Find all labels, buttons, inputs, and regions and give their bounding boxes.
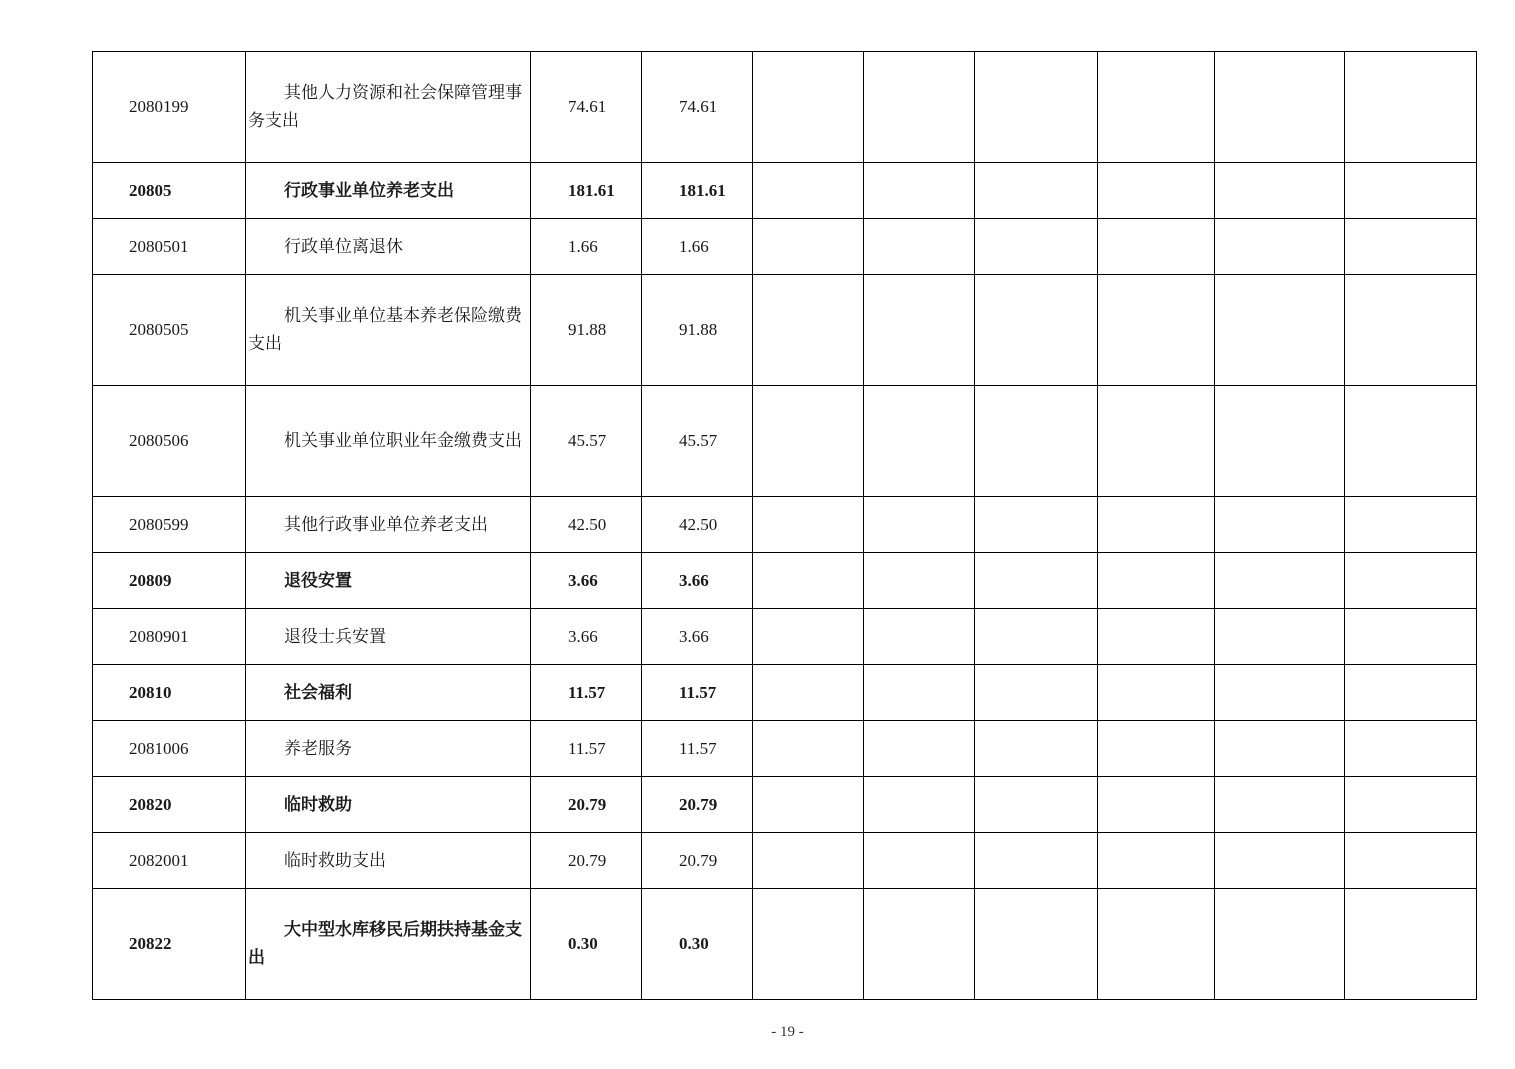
total-amount-cell: 3.66 [531,553,642,609]
subject-name-text: 其他行政事业单位养老支出 [284,514,488,534]
basic-expense-cell: 20.79 [642,833,753,889]
subject-name-text: 社会福利 [284,682,352,702]
total-amount-cell: 20.79 [531,777,642,833]
empty-cell [753,52,864,163]
empty-cell [1098,219,1215,275]
subject-name-text: 机关事业单位职业年金缴费支出 [284,431,522,450]
empty-cell [1215,497,1345,553]
table-row [93,52,1477,163]
empty-cell [1345,386,1477,497]
basic-expense-cell: 181.61 [642,163,753,219]
subject-name-cell [246,497,531,553]
empty-cell [753,386,864,497]
subject-name-cell [246,386,531,497]
empty-cell [1345,163,1477,219]
empty-cell [864,163,975,219]
basic-expense-cell: 11.57 [642,721,753,777]
empty-cell [864,52,975,163]
subject-name-cell [246,665,531,721]
basic-expense-cell: 45.57 [642,386,753,497]
subject-code-cell: 2080506 [93,386,246,497]
empty-cell [1215,777,1345,833]
empty-cell [1098,721,1215,777]
table-row [93,609,1477,665]
empty-cell [1345,609,1477,665]
subject-code-cell: 20822 [93,889,246,1000]
empty-cell [1098,889,1215,1000]
empty-cell [864,497,975,553]
empty-cell [753,665,864,721]
empty-cell [864,386,975,497]
subject-code-cell: 2080599 [93,497,246,553]
subject-name-cell [246,52,531,163]
empty-cell [864,275,975,386]
subject-code-cell: 2080199 [93,52,246,163]
subject-name-text: 退役士兵安置 [284,626,386,646]
empty-cell [864,609,975,665]
empty-cell [1215,889,1345,1000]
empty-cell [753,219,864,275]
empty-cell [1098,665,1215,721]
empty-cell [1345,833,1477,889]
empty-cell [864,777,975,833]
total-amount-cell: 11.57 [531,665,642,721]
total-amount-cell: 181.61 [531,163,642,219]
empty-cell [1345,275,1477,386]
total-amount-cell: 20.79 [531,833,642,889]
empty-cell [1215,386,1345,497]
basic-expense-cell: 91.88 [642,275,753,386]
empty-cell [1215,665,1345,721]
empty-cell [1098,833,1215,889]
subject-code-cell: 2082001 [93,833,246,889]
empty-cell [1345,219,1477,275]
empty-cell [1215,275,1345,386]
basic-expense-cell: 11.57 [642,665,753,721]
subject-name-text: 临时救助支出 [284,850,386,870]
empty-cell [753,553,864,609]
empty-cell [864,553,975,609]
empty-cell [1345,665,1477,721]
empty-cell [975,665,1098,721]
empty-cell [864,833,975,889]
subject-name-text: 机关事业单位基本养老保险缴费支出 [248,306,522,353]
empty-cell [975,553,1098,609]
empty-cell [1345,52,1477,163]
subject-name-text: 行政单位离退休 [284,236,403,256]
subject-name-cell [246,163,531,219]
budget-table [92,51,1477,1000]
subject-name-cell [246,609,531,665]
empty-cell [753,721,864,777]
subject-name-text: 临时救助 [284,794,352,814]
empty-cell [753,275,864,386]
subject-code-cell: 20810 [93,665,246,721]
empty-cell [1098,553,1215,609]
empty-cell [753,889,864,1000]
basic-expense-cell: 20.79 [642,777,753,833]
basic-expense-cell: 1.66 [642,219,753,275]
total-amount-cell: 0.30 [531,889,642,1000]
table-row [93,219,1477,275]
subject-name-cell [246,721,531,777]
empty-cell [753,777,864,833]
total-amount-cell: 3.66 [531,609,642,665]
total-amount-cell: 91.88 [531,275,642,386]
empty-cell [975,52,1098,163]
empty-cell [975,497,1098,553]
total-amount-cell: 11.57 [531,721,642,777]
subject-name-cell [246,553,531,609]
empty-cell [1215,721,1345,777]
table-row [93,275,1477,386]
empty-cell [1215,163,1345,219]
total-amount-cell: 42.50 [531,497,642,553]
table-row [93,497,1477,553]
subject-name-text: 其他人力资源和社会保障管理事务支出 [248,83,522,130]
table-row [93,163,1477,219]
empty-cell [1345,777,1477,833]
empty-cell [975,609,1098,665]
subject-name-text: 养老服务 [284,738,352,758]
empty-cell [864,665,975,721]
subject-code-cell: 2080901 [93,609,246,665]
table-row [93,889,1477,1000]
empty-cell [864,721,975,777]
subject-code-cell: 2081006 [93,721,246,777]
subject-code-cell: 20809 [93,553,246,609]
table-row [93,386,1477,497]
basic-expense-cell: 3.66 [642,553,753,609]
subject-code-cell: 2080505 [93,275,246,386]
empty-cell [975,163,1098,219]
basic-expense-cell: 0.30 [642,889,753,1000]
empty-cell [1215,833,1345,889]
total-amount-cell: 45.57 [531,386,642,497]
subject-name-text: 行政事业单位养老支出 [284,180,454,200]
empty-cell [1215,553,1345,609]
subject-code-cell: 20805 [93,163,246,219]
subject-name-text: 退役安置 [284,570,352,590]
total-amount-cell: 74.61 [531,52,642,163]
subject-name-cell [246,275,531,386]
table-row [93,833,1477,889]
subject-name-cell [246,889,531,1000]
empty-cell [1345,497,1477,553]
empty-cell [1098,609,1215,665]
subject-code-cell: 20820 [93,777,246,833]
empty-cell [753,609,864,665]
empty-cell [1345,889,1477,1000]
table-row [93,721,1477,777]
page-number: - 19 - [771,1024,804,1040]
subject-code-cell: 2080501 [93,219,246,275]
subject-name-cell [246,777,531,833]
empty-cell [975,833,1098,889]
empty-cell [1215,52,1345,163]
empty-cell [753,833,864,889]
empty-cell [975,721,1098,777]
empty-cell [864,889,975,1000]
empty-cell [1345,553,1477,609]
empty-cell [975,275,1098,386]
empty-cell [975,386,1098,497]
table-body [93,52,1477,1000]
total-amount-cell: 1.66 [531,219,642,275]
empty-cell [975,777,1098,833]
basic-expense-cell: 3.66 [642,609,753,665]
empty-cell [1215,609,1345,665]
empty-cell [753,163,864,219]
table-row [93,777,1477,833]
basic-expense-cell: 42.50 [642,497,753,553]
empty-cell [1215,219,1345,275]
empty-cell [864,219,975,275]
basic-expense-cell: 74.61 [642,52,753,163]
empty-cell [1098,386,1215,497]
empty-cell [1098,275,1215,386]
empty-cell [1345,721,1477,777]
empty-cell [975,889,1098,1000]
subject-name-cell [246,833,531,889]
empty-cell [1098,52,1215,163]
table-row [93,665,1477,721]
subject-name-cell [246,219,531,275]
subject-name-text: 大中型水库移民后期扶持基金支出 [248,920,522,967]
table-row [93,553,1477,609]
empty-cell [1098,163,1215,219]
empty-cell [1098,497,1215,553]
empty-cell [1098,777,1215,833]
empty-cell [753,497,864,553]
empty-cell [975,219,1098,275]
